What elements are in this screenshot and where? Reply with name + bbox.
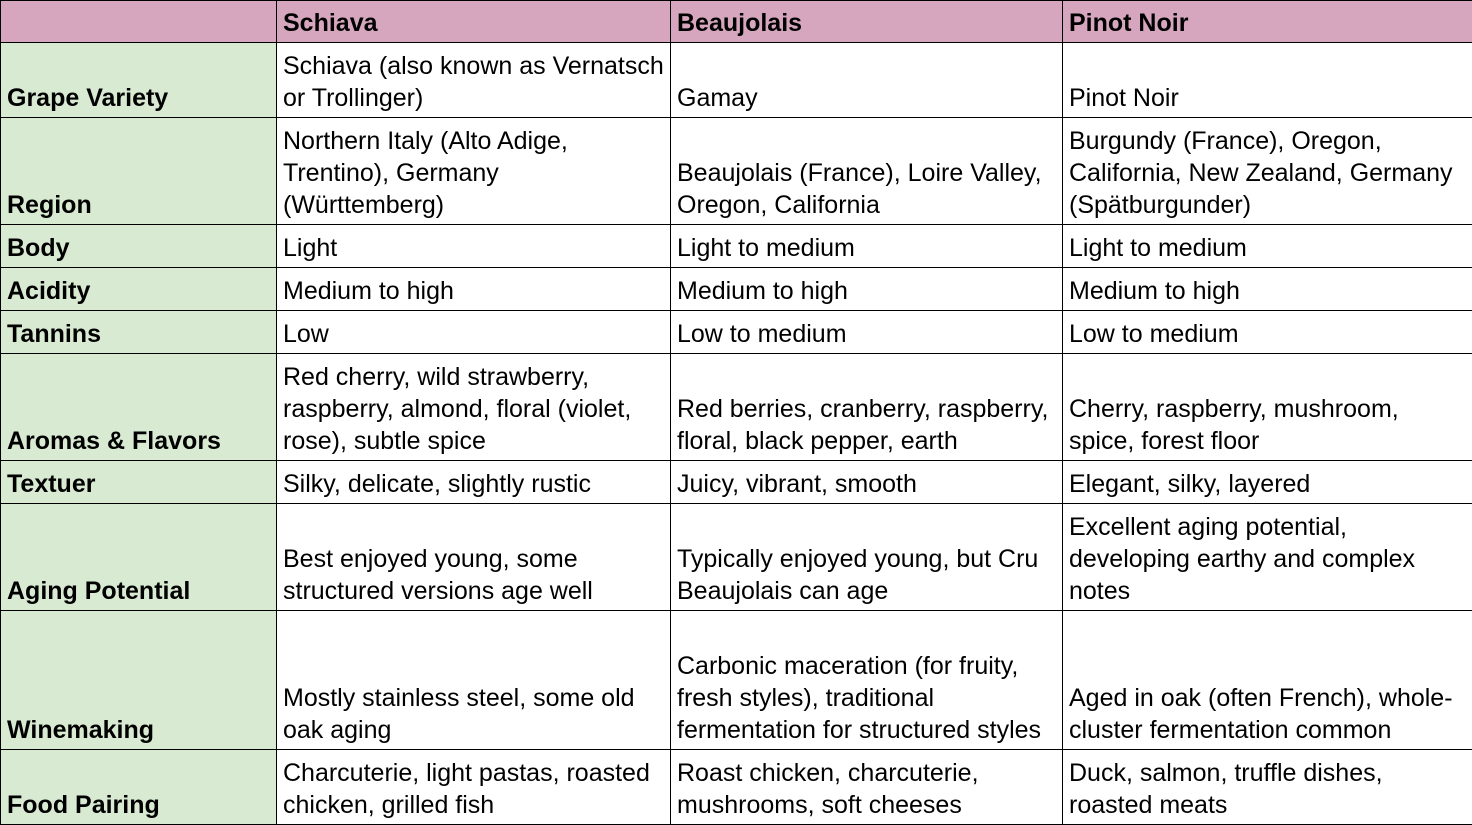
- table-cell: Aged in oak (often French), whole-cluster fermentation common: [1063, 611, 1472, 750]
- table-cell: Charcuterie, light pastas, roasted chicken, grilled fish: [277, 750, 671, 825]
- row-label: Food Pairing: [1, 750, 277, 825]
- table-cell: Medium to high: [1063, 268, 1472, 311]
- table-cell: Light to medium: [671, 225, 1063, 268]
- table-cell: Best enjoyed young, some structured versions age well: [277, 504, 671, 611]
- table-cell: Red berries, cranberry, raspberry, floral, black pepper, earth: [671, 354, 1063, 461]
- header-pinot-noir: Pinot Noir: [1063, 1, 1472, 43]
- header-row: [1, 1, 1472, 43]
- row-label: Acidity: [1, 268, 277, 311]
- row-label: Region: [1, 118, 277, 225]
- table-cell: Low to medium: [1063, 311, 1472, 354]
- table-cell: Medium to high: [277, 268, 671, 311]
- table-cell: Beaujolais (France), Loire Valley, Oregon, California: [671, 118, 1063, 225]
- table-row-grape-variety: [1, 43, 1472, 118]
- table-row-acidity: [1, 268, 1472, 311]
- table-cell: Light: [277, 225, 671, 268]
- table-cell: Silky, delicate, slightly rustic: [277, 461, 671, 504]
- table-row-aging-potential: [1, 504, 1472, 611]
- table-cell: Low to medium: [671, 311, 1063, 354]
- header-beaujolais: Beaujolais: [671, 1, 1063, 43]
- table-cell: Pinot Noir: [1063, 43, 1472, 118]
- row-label: Aromas & Flavors: [1, 354, 277, 461]
- table-cell: Carbonic maceration (for fruity, fresh styles), traditional fermentation for structured styles: [671, 611, 1063, 750]
- table-cell: Red cherry, wild strawberry, raspberry, almond, floral (violet, rose), subtle spice: [277, 354, 671, 461]
- table-row-winemaking: [1, 611, 1472, 750]
- row-label: Textuer: [1, 461, 277, 504]
- table-cell: Excellent aging potential, developing earthy and complex notes: [1063, 504, 1472, 611]
- table-row-body: [1, 225, 1472, 268]
- row-label: Aging Potential: [1, 504, 277, 611]
- table-cell: Elegant, silky, layered: [1063, 461, 1472, 504]
- table-cell: Mostly stainless steel, some old oak aging: [277, 611, 671, 750]
- header-corner-cell: [1, 1, 277, 43]
- table-cell: Typically enjoyed young, but Cru Beaujolais can age: [671, 504, 1063, 611]
- table-cell: Low: [277, 311, 671, 354]
- table-row-tannins: [1, 311, 1472, 354]
- table-cell: Northern Italy (Alto Adige, Trentino), Germany (Württemberg): [277, 118, 671, 225]
- row-label: Winemaking: [1, 611, 277, 750]
- row-label: Body: [1, 225, 277, 268]
- row-label: Grape Variety: [1, 43, 277, 118]
- table-cell: Duck, salmon, truffle dishes, roasted meats: [1063, 750, 1472, 825]
- header-schiava: Schiava: [277, 1, 671, 43]
- table-row-food-pairing: [1, 750, 1472, 825]
- row-label: Tannins: [1, 311, 277, 354]
- table-cell: Juicy, vibrant, smooth: [671, 461, 1063, 504]
- table-cell: Light to medium: [1063, 225, 1472, 268]
- table-cell: Schiava (also known as Vernatsch or Trollinger): [277, 43, 671, 118]
- table-row-texture: [1, 461, 1472, 504]
- table-row-aromas-flavors: [1, 354, 1472, 461]
- table-cell: Medium to high: [671, 268, 1063, 311]
- table-cell: Cherry, raspberry, mushroom, spice, forest floor: [1063, 354, 1472, 461]
- table-row-region: [1, 118, 1472, 225]
- table-cell: Gamay: [671, 43, 1063, 118]
- table-cell: Burgundy (France), Oregon, California, New Zealand, Germany (Spätburgunder): [1063, 118, 1472, 225]
- table-cell: Roast chicken, charcuterie, mushrooms, soft cheeses: [671, 750, 1063, 825]
